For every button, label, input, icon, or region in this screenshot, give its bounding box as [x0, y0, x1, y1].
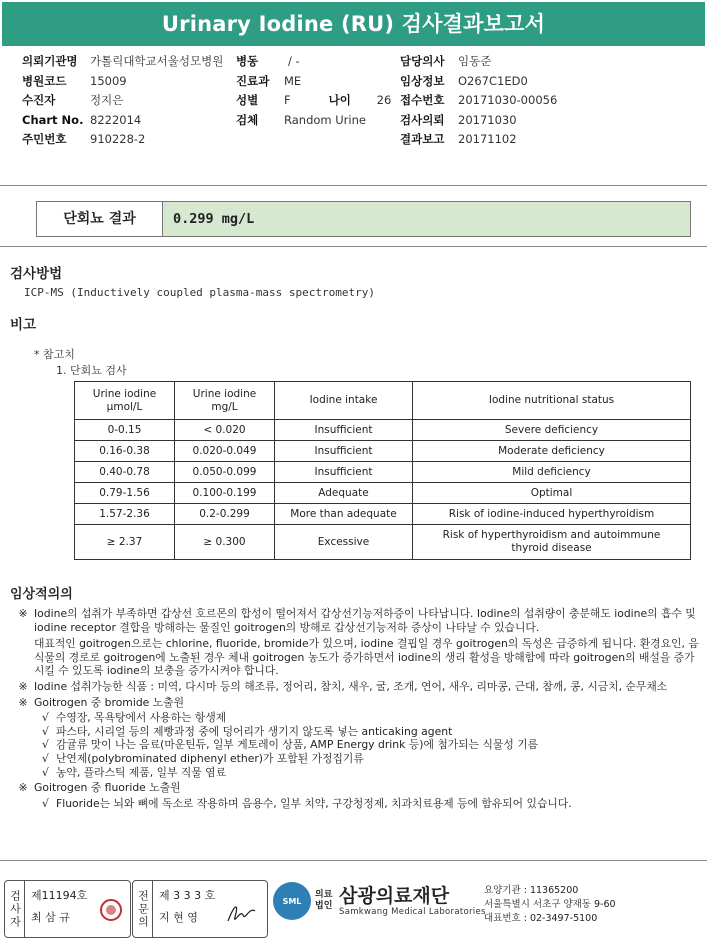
table-row [75, 525, 691, 560]
patient-info-right [400, 52, 557, 150]
clinical-paragraph: Iodine 섭취가능한 식품 : 미역, 다시마 등의 해조류, 정어리, 참치, 새우, 굴, 조개, 연어, 새우, 리마콩, 근대, 참깨, 콩, 시금치, 순무채소 [34, 679, 668, 693]
clinical-paragraph: Iodine의 섭취가 부족하면 갑상선 호르몬의 합성이 떨어져서 갑상선기능저하증이 나타납니다. Iodine의 섭취량이 충분해도 iodine의 흡수 및 iodine receptor 결합을 방해하는 물질인 goitrogen의 방해로 갑상선기능저하 증상이 나타날 수 있습니다. [34, 607, 696, 634]
organization-block [273, 882, 486, 920]
table-row [75, 420, 691, 441]
table-cell: Optimal [413, 483, 691, 504]
table-row [75, 483, 691, 504]
info-value: 20171030-00056 [458, 93, 558, 108]
table-cell: Insufficient [275, 462, 413, 483]
dept-value: ME [284, 73, 302, 88]
bromide-title: Goitrogen 중 bromide 노출원 [34, 695, 185, 709]
org-type: 의료 법인 [315, 890, 333, 911]
info-label: 결과보고 [400, 132, 445, 147]
info-label: 병원코드 [22, 73, 67, 88]
table-cell: 0.100-0.199 [175, 483, 275, 504]
table-cell: Insufficient [275, 441, 413, 462]
info-value: 910228-2 [90, 132, 146, 147]
info-label: 의뢰기관명 [22, 54, 78, 68]
note-mark: ※ [18, 695, 28, 709]
info-label: 접수번호 [400, 93, 445, 108]
reference-title: * 참고치 [34, 348, 75, 361]
bullet-item [12, 711, 702, 725]
table-row [75, 441, 691, 462]
dept-label: 진료과 [236, 73, 270, 88]
specimen-label: 검체 [236, 112, 259, 127]
org-phone: 대표번호 : 02-3497-5100 [484, 913, 598, 924]
info-label: Chart No. [22, 112, 84, 127]
org-english-name: Samkwang Medical Laboratories [339, 907, 486, 917]
specialist-name: 지 현 영 [159, 911, 198, 924]
table-cell: 1.57-2.36 [75, 504, 175, 525]
info-label: 수진자 [22, 93, 56, 108]
note-mark: ※ [18, 679, 28, 693]
result-label: 단회뇨 결과 [37, 202, 163, 236]
table-cell: 0-0.15 [75, 420, 175, 441]
list-item [12, 781, 702, 795]
remarks-heading: 비고 [10, 317, 37, 333]
footer [0, 877, 707, 944]
bullet-item [12, 725, 702, 739]
method-text: ICP-MS (Inductively coupled plasma-mass spectrometry) [24, 286, 375, 299]
org-code: 요양기관 : 11365200 [484, 885, 579, 896]
check-icon: √ [42, 724, 49, 738]
signature-icon [225, 899, 259, 929]
fluoride-title: Goitrogen 중 fluoride 노출원 [34, 781, 181, 795]
age-label: 나이 [328, 93, 351, 108]
clinical-heading: 임상적의의 [10, 587, 73, 602]
table-header: Iodine intake [275, 382, 413, 420]
table-cell: 0.79-1.56 [75, 483, 175, 504]
reference-subtitle: 1. 단회뇨 검사 [56, 364, 127, 377]
info-value: 임동준 [458, 54, 492, 68]
info-label: 주민번호 [22, 132, 67, 147]
age-value: 26 [376, 93, 392, 108]
examiner-name: 최 삼 규 [31, 911, 70, 924]
info-value: 15009 [90, 73, 127, 88]
result-box [36, 201, 691, 237]
bullet-text: 감귤류 맛이 나는 음료(마운틴듀, 일부 게토레이 상품, AMP Energy drink 등)에 첨가되는 식물성 기름 [56, 738, 539, 752]
check-icon: √ [42, 796, 49, 810]
table-row [75, 504, 691, 525]
bullet-item [12, 766, 702, 780]
note-mark: ※ [18, 781, 28, 795]
info-value: 정지은 [90, 93, 124, 108]
specialist-label: 전문의 [133, 881, 153, 937]
table-cell: ≥ 2.37 [75, 525, 175, 560]
patient-info-middle [236, 52, 391, 130]
check-icon: √ [42, 751, 49, 765]
info-value: 가톨릭대학교서울성모병원 [90, 54, 224, 68]
report-title: Urinary Iodine (RU) 검사결과보고서 [2, 2, 705, 46]
check-icon: √ [42, 738, 49, 752]
sex-value: F [284, 93, 291, 108]
examiner-signature-box [4, 880, 131, 938]
ward-label: 병동 [236, 54, 259, 68]
examiner-label: 검사자 [5, 881, 25, 937]
clinical-significance [12, 607, 702, 810]
check-icon: √ [42, 765, 49, 779]
org-contact [484, 884, 616, 926]
table-cell: Moderate deficiency [413, 441, 691, 462]
reference-table [74, 381, 691, 560]
table-cell: More than adequate [275, 504, 413, 525]
table-row [75, 462, 691, 483]
table-cell: 0.050-0.099 [175, 462, 275, 483]
specimen-value: Random Urine [284, 112, 366, 127]
ward-value: / - [288, 54, 300, 68]
table-header: Urine iodine mg/L [175, 382, 275, 420]
info-value: O267C1ED0 [458, 73, 528, 88]
sex-label: 성별 [236, 93, 259, 108]
table-cell: 0.020-0.049 [175, 441, 275, 462]
note-mark: ※ [18, 607, 28, 620]
list-item [12, 607, 702, 678]
table-cell: 0.16-0.38 [75, 441, 175, 462]
table-cell: < 0.020 [175, 420, 275, 441]
patient-info-left [22, 52, 223, 150]
table-cell: Risk of hyperthyroidism and autoimmune thyroid disease [413, 525, 691, 560]
info-value: 8222014 [90, 112, 142, 127]
info-value: 20171030 [458, 112, 517, 127]
org-logo-icon: SML [273, 882, 311, 920]
bullet-text: 난연제(polybrominated diphenyl ether)가 포함된 가정집기류 [56, 751, 364, 765]
org-address: 서울특별시 서초구 양재동 9-60 [484, 899, 616, 910]
list-item [12, 680, 702, 694]
table-cell: ≥ 0.300 [175, 525, 275, 560]
method-heading: 검사방법 [10, 266, 63, 282]
result-value: 0.299 mg/L [163, 202, 690, 236]
clinical-paragraph: 대표적인 goitrogen으로는 chlorine, fluoride, bromide가 있으며, iodine 결핍일 경우 goitrogen의 독성은 급증하게 됩니다. 환경요인, 음식물의 경로로 goitrogen에 노출된 경우 체내 goitrogen 농도가 증가하면서 iodine의 생리 활성을 방해함에 따라 goitrogen의 배설을 증가시킬 수 있도록 iodine의 보충을 증가시켜야 합니다. [34, 637, 699, 678]
bullet-text: 농약, 플라스틱 제품, 일부 직물 염료 [56, 765, 227, 779]
table-cell: Mild deficiency [413, 462, 691, 483]
table-cell: Excessive [275, 525, 413, 560]
info-value: 20171102 [458, 132, 517, 147]
bullet-item [12, 797, 702, 811]
examiner-license: 제11194호 [31, 889, 88, 902]
bullet-text: Fluoride는 뇌와 뼈에 독소로 작용하며 음용수, 일부 치약, 구강청정제, 치과치료용제 등에 함유되어 있습니다. [56, 796, 572, 810]
table-cell: Adequate [275, 483, 413, 504]
seal-icon [99, 898, 123, 922]
table-header-row [75, 382, 691, 420]
org-name: 삼광의료재단 [339, 885, 450, 907]
info-label: 임상정보 [400, 73, 445, 88]
specialist-signature-box [132, 880, 268, 938]
table-header: Urine iodine μmol/L [75, 382, 175, 420]
divider [0, 246, 707, 247]
check-icon: √ [42, 711, 49, 725]
table-cell: Risk of iodine-induced hyperthyroidism [413, 504, 691, 525]
info-label: 담당의사 [400, 54, 445, 68]
table-cell: Insufficient [275, 420, 413, 441]
bullet-text: 수영장, 목욕탕에서 사용하는 항생제 [56, 711, 227, 725]
table-cell: Severe deficiency [413, 420, 691, 441]
table-header: Iodine nutritional status [413, 382, 691, 420]
info-label: 검사의뢰 [400, 112, 445, 127]
specialist-license: 제 3 3 3 호 [159, 889, 216, 902]
table-cell: 0.2-0.299 [175, 504, 275, 525]
table-cell: 0.40-0.78 [75, 462, 175, 483]
divider [0, 185, 707, 186]
bullet-item [12, 752, 702, 766]
list-item [12, 696, 702, 710]
bullet-item [12, 738, 702, 752]
divider [0, 860, 707, 861]
bullet-text: 파스타, 시리얼 등의 제빵과정 중에 덩어리가 생기지 않도록 넣는 anticaking agent [56, 724, 453, 738]
